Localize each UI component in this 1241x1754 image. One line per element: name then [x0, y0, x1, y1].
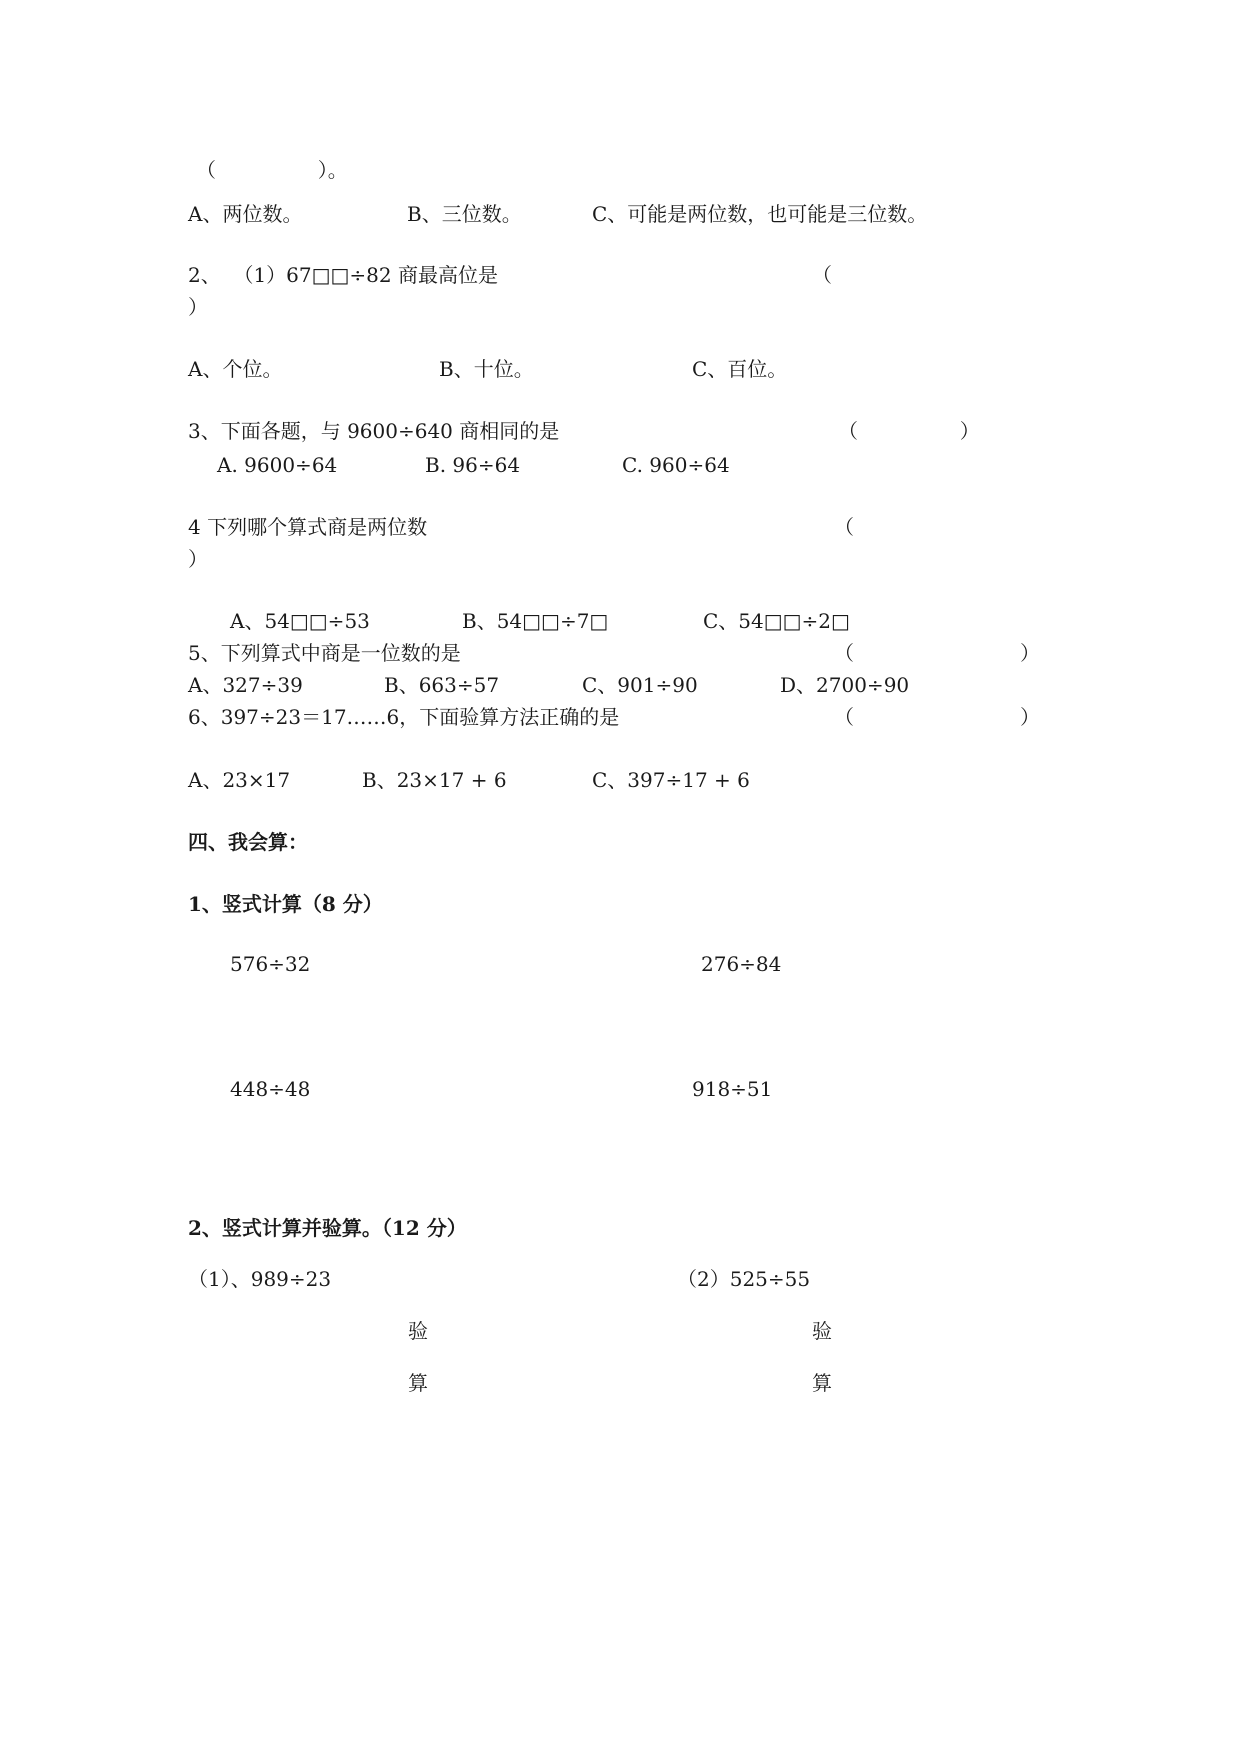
q6-option-a: A、23×17	[188, 768, 291, 792]
q1-option-a: A、两位数。	[188, 202, 303, 226]
q2-option-a: A、个位。	[188, 357, 283, 381]
check-label-1-top: 验	[408, 1319, 428, 1343]
q3-stem: 3、下面各题，与 9600÷640 商相同的是	[188, 419, 560, 443]
q5-option-b: B、663÷57	[384, 673, 500, 697]
q5-paren-open: （	[834, 641, 854, 665]
q6-option-b: B、23×17 + 6	[362, 768, 507, 792]
q3-paren: （ ）	[838, 419, 980, 443]
q3-option-a: A. 9600÷64	[217, 453, 338, 477]
q2-option-c: C、百位。	[692, 357, 788, 381]
check-calc-item-1: （1）、989÷23	[188, 1267, 332, 1291]
section4-part2-title: 2、竖式计算并验算。（12 分）	[188, 1216, 467, 1240]
section4-part1-title: 1、竖式计算（8 分）	[188, 892, 383, 916]
q2-option-b: B、十位。	[439, 357, 534, 381]
q2-stem: 2、 （1）67□□÷82 商最高位是	[188, 263, 498, 287]
q1-option-b: B、三位数。	[407, 202, 522, 226]
q5-option-a: A、327÷39	[188, 673, 303, 697]
q5-stem: 5、下列算式中商是一位数的是	[188, 641, 461, 665]
check-label-2-top: 验	[812, 1319, 832, 1343]
q3-option-c: C. 960÷64	[622, 453, 730, 477]
q1-option-c: C、可能是两位数，也可能是三位数。	[592, 202, 928, 226]
q4-option-c: C、54□□÷2□	[703, 609, 850, 633]
q6-paren-open: （	[834, 705, 854, 729]
q4-stem: 4 下列哪个算式商是两位数	[188, 515, 428, 539]
calc-item-4: 918÷51	[692, 1077, 773, 1101]
q5-option-c: C、901÷90	[582, 673, 698, 697]
q4-option-a: A、54□□÷53	[230, 609, 370, 633]
section4-heading: 四、我会算：	[188, 830, 308, 854]
check-label-1-bottom: 算	[408, 1371, 428, 1395]
q4-paren-close: ）	[188, 547, 208, 571]
q5-option-d: D、2700÷90	[780, 673, 910, 697]
check-label-2-bottom: 算	[812, 1371, 832, 1395]
q2-paren-close: ）	[188, 295, 208, 319]
calc-item-3: 448÷48	[230, 1077, 311, 1101]
q3-option-b: B. 96÷64	[425, 453, 521, 477]
q2-paren-open: （	[812, 263, 832, 287]
q4-paren-open: （	[834, 515, 854, 539]
check-calc-item-2: （2）525÷55	[677, 1267, 811, 1291]
q1-answer-paren: （ ）。	[196, 158, 348, 182]
calc-item-2: 276÷84	[701, 952, 782, 976]
q4-option-b: B、54□□÷7□	[462, 609, 609, 633]
q6-option-c: C、397÷17 + 6	[592, 768, 750, 792]
q5-paren-close: ）	[1020, 641, 1040, 665]
q6-stem: 6、397÷23＝17……6，下面验算方法正确的是	[188, 705, 620, 729]
calc-item-1: 576÷32	[230, 952, 311, 976]
q6-paren-close: ）	[1020, 705, 1040, 729]
